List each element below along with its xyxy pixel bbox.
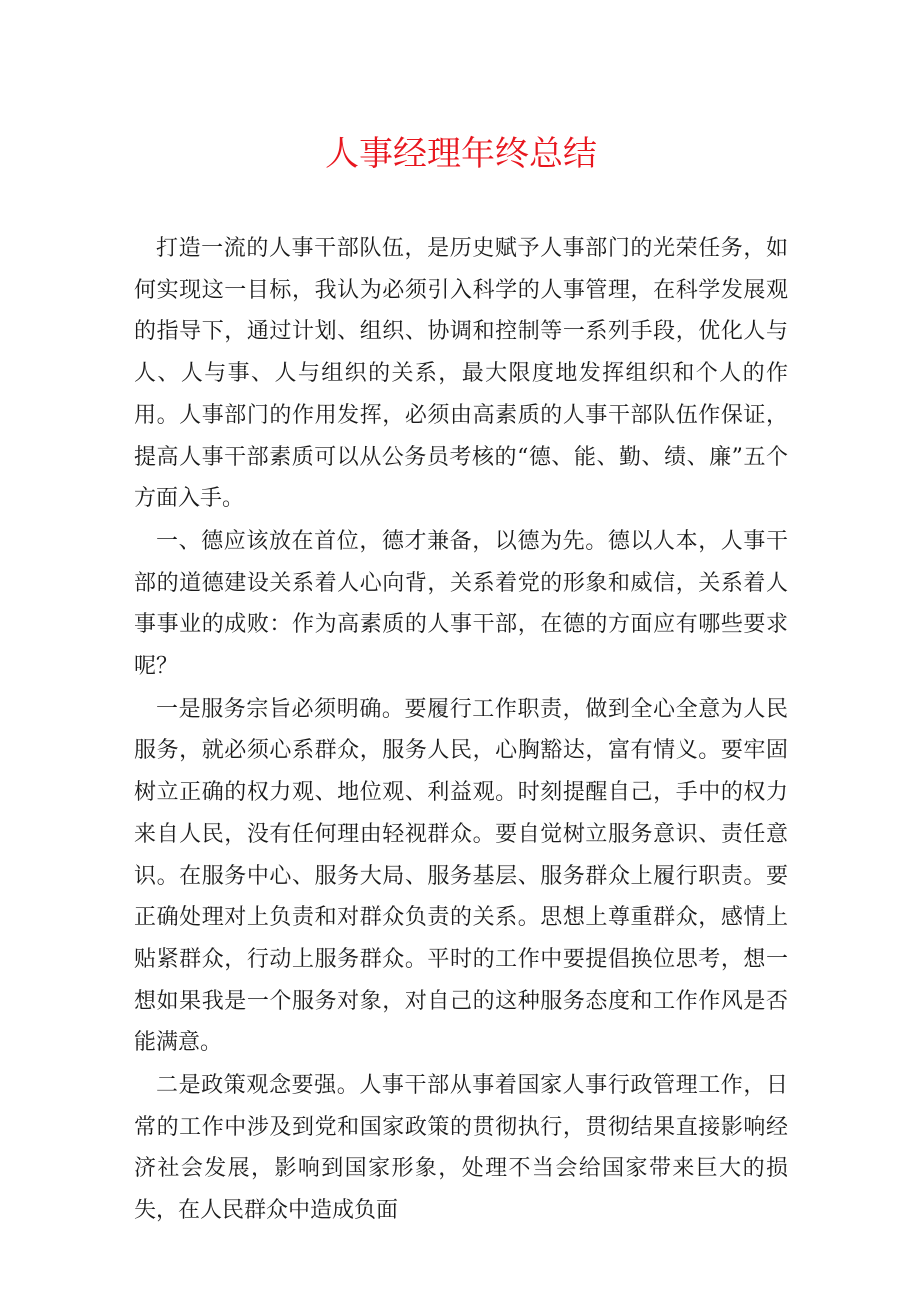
paragraph-virtue: 一、德应该放在首位，德才兼备，以德为先。德以人本，人事干部的道德建设关系着人心向背，关系着党的形象和威信，关系着人事事业的成败：作为高素质的人事干部，在德的方面应有哪些要求呢？ [134, 528, 788, 680]
document-title: 人事经理年终总结 [325, 134, 597, 174]
paragraph-intro: 打造一流的人事干部队伍，是历史赋予人事部门的光荣任务，如何实现这一目标，我认为必须引入科学的人事管理，在科学发展观的指导下，通过计划、组织、协调和控制等一系列手段，优化人与人、人与事、人与组织的关系，最大限度地发挥组织和个人的作用。人事部门的作用发挥，必须由高素质的人事干部队伍作保证，提高人事干部素质可以从公务员考核的“德、能、勤、绩、廉”五个方面入手。 [134, 236, 788, 512]
paragraph-service: 一是服务宗旨必须明确。要履行工作职责，做到全心全意为人民服务，就必须心系群众，服务人民，心胸豁达，富有情义。要牢固树立正确的权力观、地位观、利益观。时刻提醒自己，手中的权力来自人民，没有任何理由轻视群众。要自觉树立服务意识、责任意识。在服务中心、服务大局、服务基层、服务群众上履行职责。要正确处理对上负责和对群众负责的关系。思想上尊重群众，感情上贴紧群众，行动上服务群众。平时的工作中要提倡换位思考，想一想如果我是一个服务对象，对自己的这种服务态度和工作作风是否能满意。 [134, 696, 788, 1056]
paragraph-policy: 二是政策观念要强。人事干部从事着国家人事行政管理工作，日常的工作中涉及到党和国家政策的贯彻执行，贯彻结果直接影响经济社会发展，影响到国家形象，处理不当会给国家带来巨大的损失，在人民群众中造成负面 [134, 1073, 788, 1224]
document-body [134, 228, 788, 1232]
